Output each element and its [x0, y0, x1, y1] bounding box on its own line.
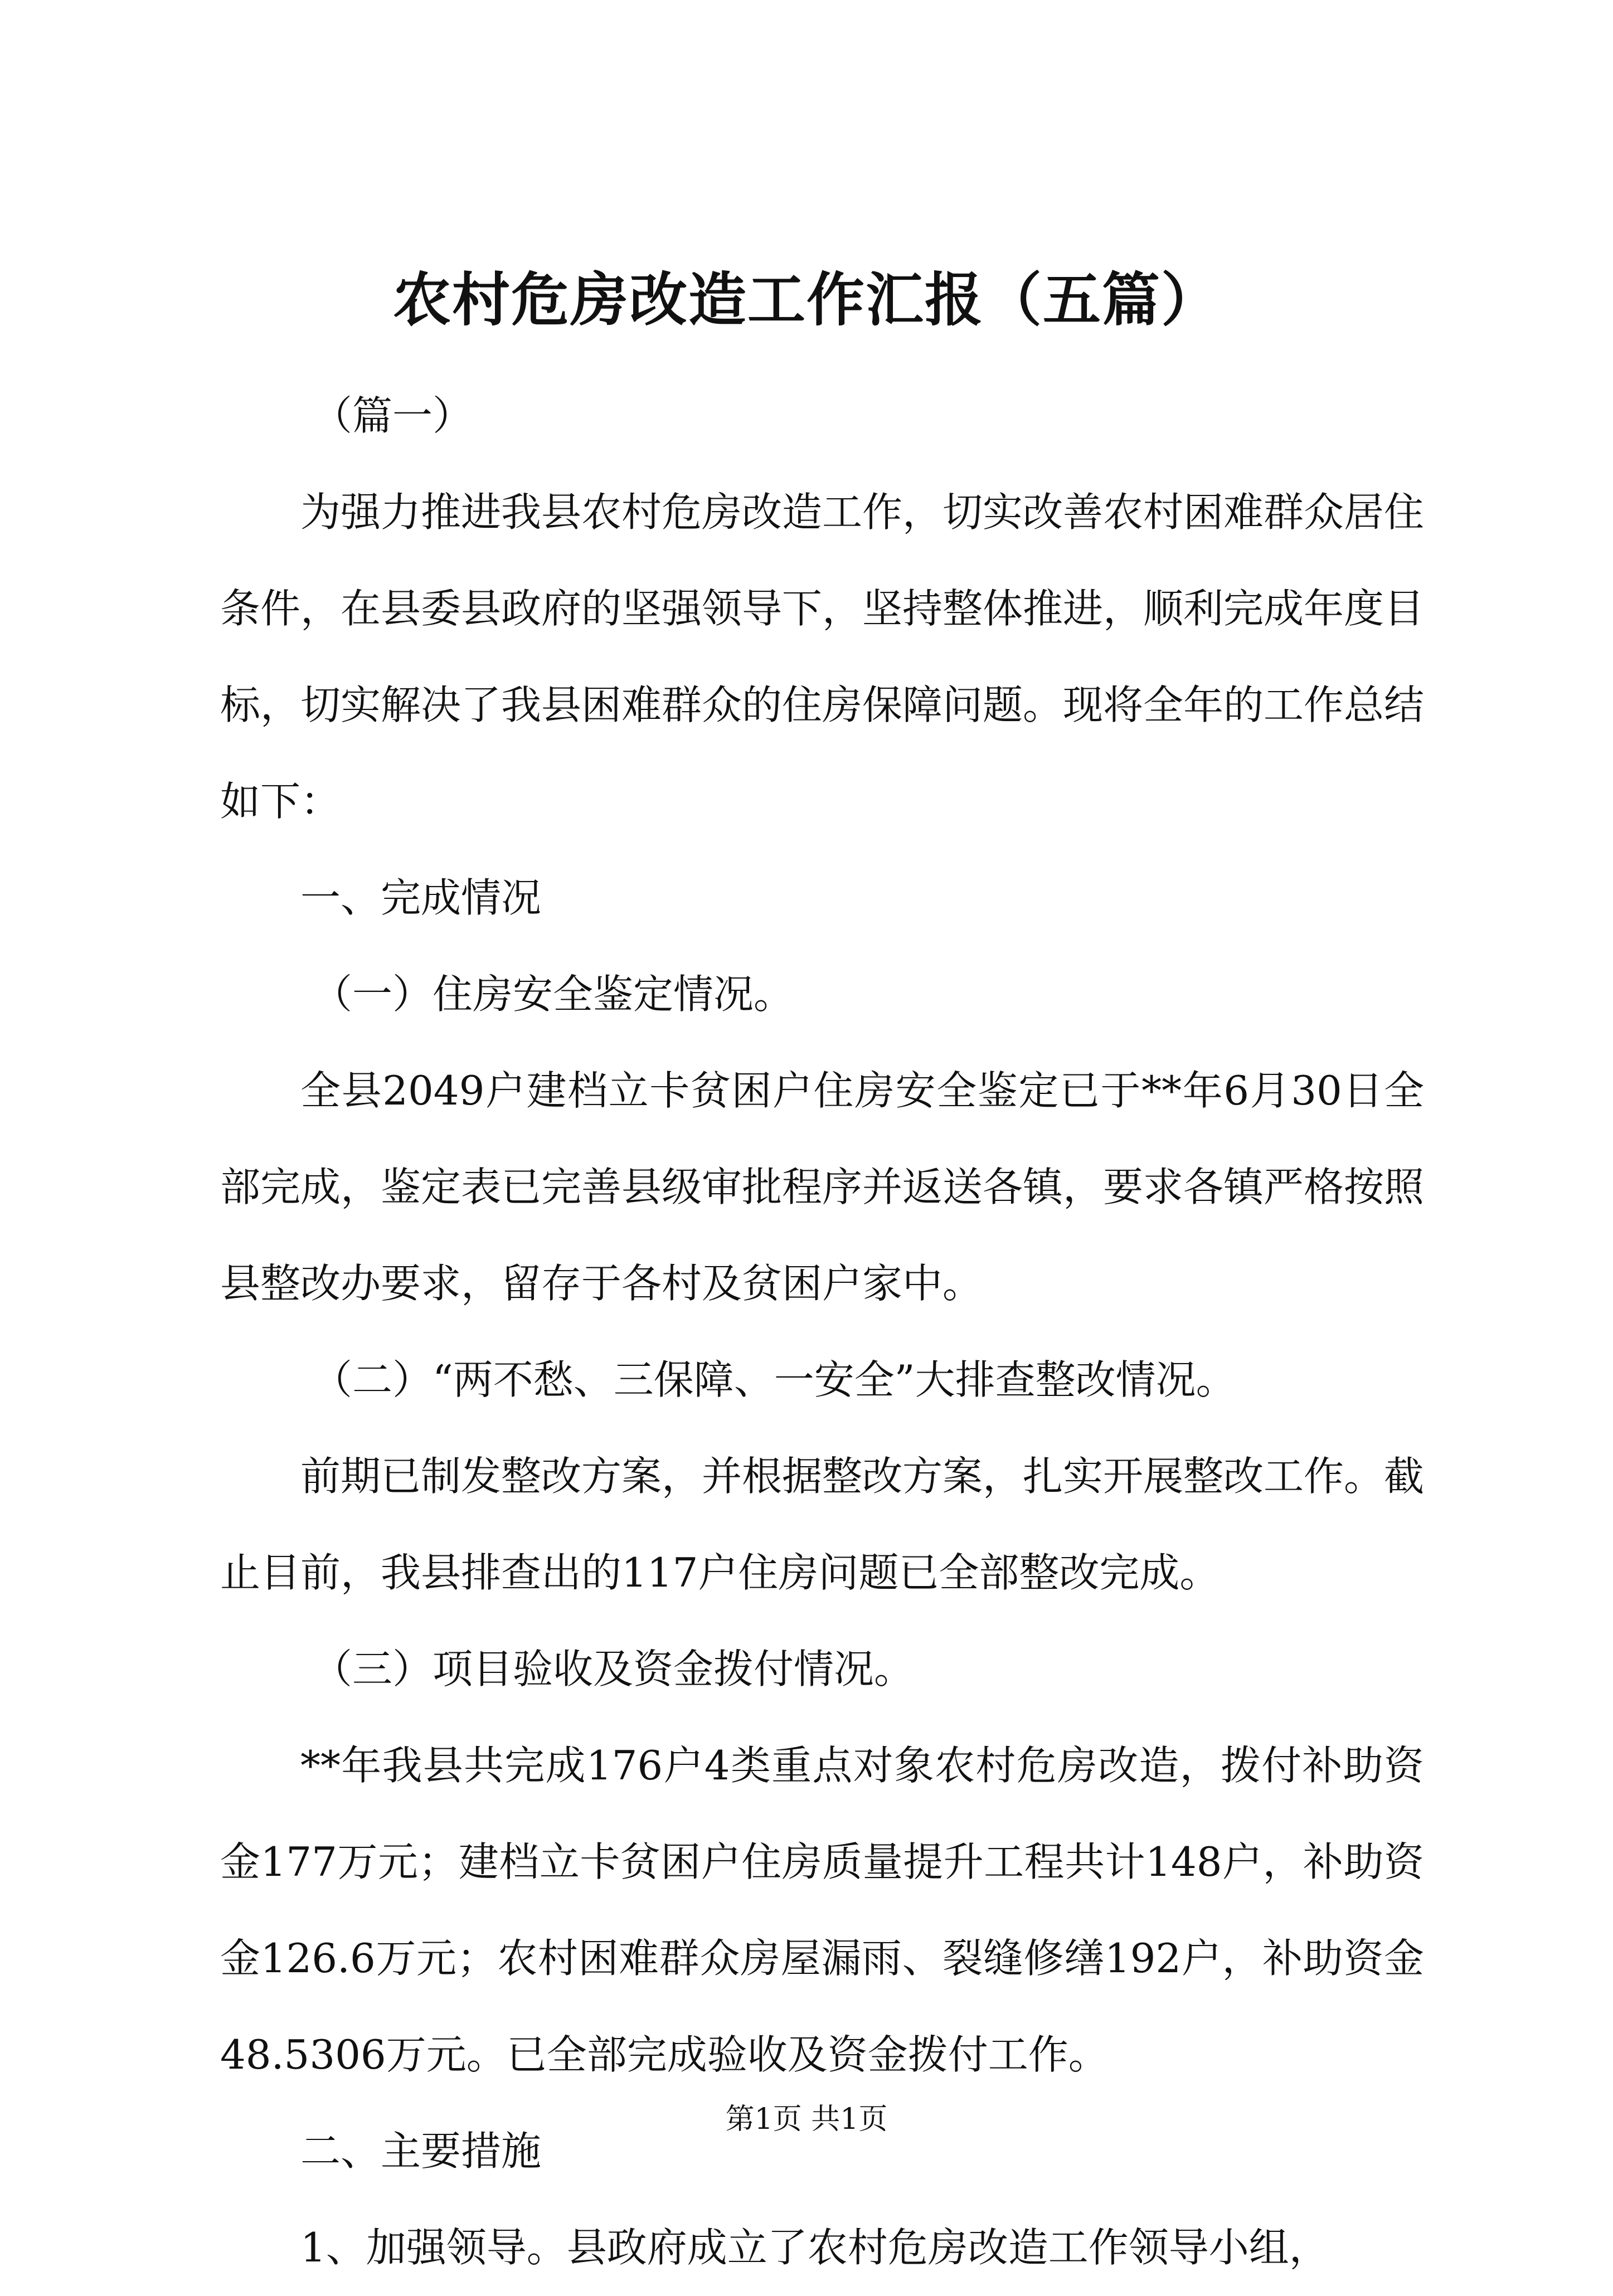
section-label: （篇一）: [312, 392, 473, 439]
paragraph-leadership: 1、加强领导。县政府成立了农村危房改造工作领导小组，: [300, 2224, 1329, 2271]
subheading-safety-appraisal: （一）住房安全鉴定情况。: [312, 971, 794, 1018]
paragraph-acceptance-funding: **年我县共完成176户4类重点对象农村危房改造，拨付补助资金177万元；建档立卡贫困户住房质量提升工程共计148户，补助资金126.6万元；农村困难群众房屋漏雨、裂缝修缮192户，补助资金48.5306万元。已全部完成验收及资金拨付工作。: [220, 1742, 1424, 2078]
subheading-inspection-rectification: （二）“两不愁、三保障、一安全”大排查整改情况。: [312, 1356, 1236, 1403]
subheading-acceptance-funding: （三）项目验收及资金拨付情况。: [312, 1646, 915, 1692]
document-title: 农村危房改造工作汇报（五篇）: [392, 265, 1220, 334]
paragraph-intro: 为强力推进我县农村危房改造工作，切实改善农村困难群众居住条件，在县委县政府的坚强领导下，坚持整体推进，顺利完成年度目标，切实解决了我县困难群众的住房保障问题。现将全年的工作总结如下：: [220, 489, 1425, 825]
page-footer: 第1页 共1页: [725, 2103, 888, 2136]
paragraph-inspection-rectification: 前期已制发整改方案，并根据整改方案，扎实开展整改工作。截止目前，我县排查出的117户住房问题已全部整改完成。: [220, 1453, 1425, 1596]
heading-completion-status: 一、完成情况: [300, 874, 542, 921]
document-body: [220, 368, 1424, 2296]
paragraph-safety-appraisal: 全县2049户建档立卡贫困户住房安全鉴定已于**年6月30日全部完成，鉴定表已完善县级审批程序并返送各镇，要求各镇严格按照县整改办要求，留存于各村及贫困户家中。: [220, 1067, 1425, 1307]
heading-main-measures: 二、主要措施: [300, 2128, 542, 2175]
